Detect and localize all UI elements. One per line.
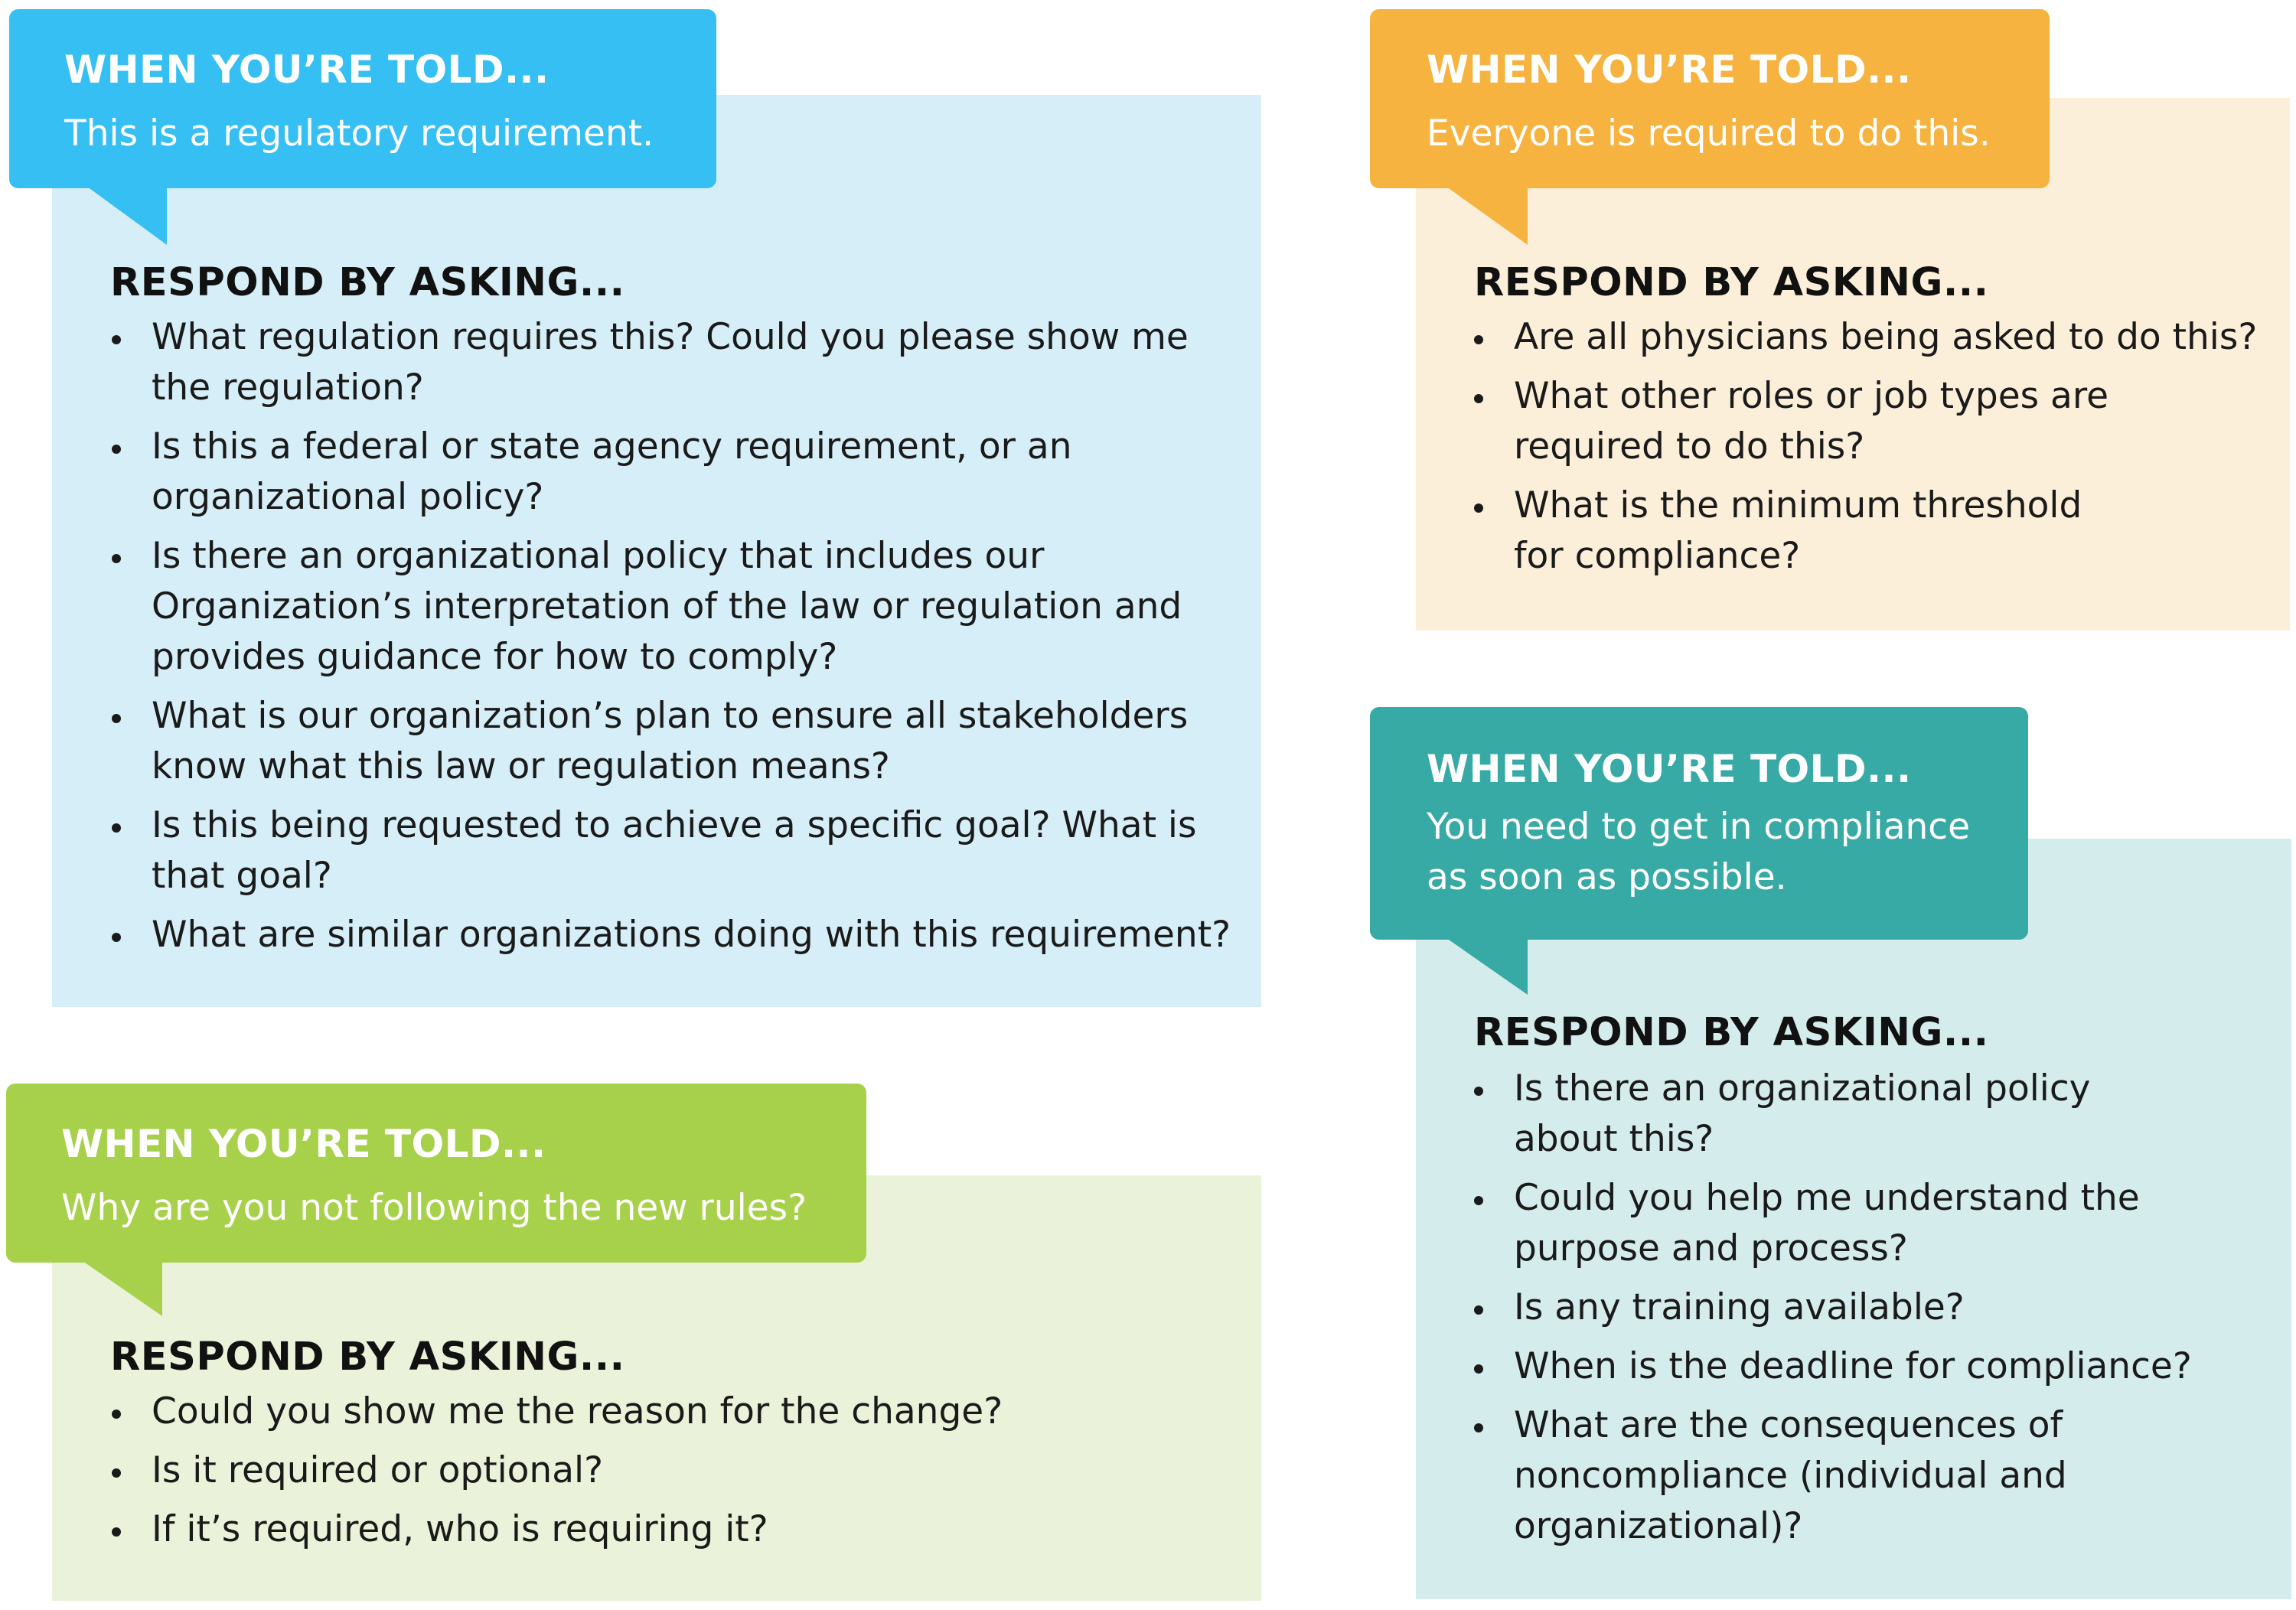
question-line: that goal? <box>152 855 332 897</box>
told-heading: WHEN YOU’RE TOLD... <box>1427 47 1912 92</box>
question-line: know what this law or regulation means? <box>152 745 890 787</box>
question-list <box>1471 1064 2192 1560</box>
question-line: What are similar organizations doing with this requirement? <box>152 914 1231 956</box>
question-item <box>1471 312 2257 363</box>
question-line: Could you show me the reason for the change? <box>152 1390 1003 1432</box>
question-line: Is any training available? <box>1514 1286 1965 1328</box>
question-line: Could you help me understand the <box>1514 1177 2140 1219</box>
told-heading: WHEN YOU’RE TOLD... <box>64 47 550 92</box>
told-statement <box>64 109 654 159</box>
question-line: for compliance? <box>1514 535 1801 577</box>
told-line: as soon as possible. <box>1427 856 1787 898</box>
told-bubble <box>9 9 716 188</box>
question-item <box>1471 1282 2192 1333</box>
question-item <box>1471 1064 2192 1165</box>
question-line: Is there an organizational policy <box>1514 1067 2091 1110</box>
question-item <box>109 1504 1003 1555</box>
bubble-tail <box>1446 187 1528 245</box>
bubble-tail <box>1446 938 1528 995</box>
question-line: If it’s required, who is requiring it? <box>152 1508 768 1550</box>
question-item <box>1471 1400 2192 1552</box>
question-line: What is our organization’s plan to ensure all stakeholders <box>152 695 1189 737</box>
told-bubble <box>1370 707 2028 940</box>
question-line: What are the consequences of <box>1514 1404 2063 1446</box>
question-list <box>1471 312 2257 590</box>
question-item <box>109 800 1231 901</box>
question-line: Is there an organizational policy that includes our <box>152 535 1045 577</box>
told-statement <box>61 1183 807 1234</box>
told-line: This is a regulatory requirement. <box>64 112 654 155</box>
question-list <box>109 1387 1003 1563</box>
question-line: What regulation requires this? Could you please show me <box>152 316 1189 358</box>
question-item <box>1471 371 2257 472</box>
question-item <box>1471 1173 2192 1274</box>
question-line: What other roles or job types are <box>1514 375 2109 417</box>
respond-heading: RESPOND BY ASKING... <box>1474 1010 1989 1055</box>
question-line: about this? <box>1514 1118 1714 1160</box>
told-line: Everyone is required to do this. <box>1427 112 1991 155</box>
told-bubble <box>1370 9 2050 188</box>
question-item <box>109 910 1231 960</box>
question-line: Organization’s interpretation of the law or regulation and <box>152 585 1182 627</box>
question-item <box>1471 481 2257 582</box>
told-heading: WHEN YOU’RE TOLD... <box>1427 747 1912 791</box>
question-line: Is it required or optional? <box>152 1449 604 1491</box>
question-list <box>109 312 1231 969</box>
bubble-tail <box>83 1261 162 1316</box>
question-item <box>109 312 1231 413</box>
question-line: purpose and process? <box>1514 1227 1908 1269</box>
respond-heading: RESPOND BY ASKING... <box>110 1335 625 1380</box>
question-line: the regulation? <box>152 367 424 409</box>
question-item <box>109 531 1231 683</box>
question-item <box>109 691 1231 792</box>
question-item <box>1471 1341 2192 1392</box>
told-statement <box>1427 109 1991 159</box>
question-line: organizational)? <box>1514 1505 1803 1547</box>
question-item <box>109 1387 1003 1437</box>
question-line: Is this a federal or state agency requirement, or an <box>152 425 1072 468</box>
question-line: organizational policy? <box>152 476 544 518</box>
respond-heading: RESPOND BY ASKING... <box>1474 260 1989 305</box>
question-item <box>109 1445 1003 1496</box>
question-line: When is the deadline for compliance? <box>1514 1345 2192 1387</box>
question-line: noncompliance (individual and <box>1514 1455 2067 1497</box>
question-line: required to do this? <box>1514 425 1865 468</box>
told-heading: WHEN YOU’RE TOLD... <box>61 1122 546 1166</box>
bubble-tail <box>87 187 167 245</box>
told-line: Why are you not following the new rules? <box>61 1187 807 1229</box>
question-line: What is the minimum threshold <box>1514 484 2082 526</box>
respond-heading: RESPOND BY ASKING... <box>110 260 625 305</box>
question-line: Is this being requested to achieve a specific goal? What is <box>152 804 1197 846</box>
told-bubble <box>6 1084 866 1263</box>
told-line: You need to get in compliance <box>1427 806 1971 848</box>
question-line: Are all physicians being asked to do this? <box>1514 316 2258 358</box>
question-line: provides guidance for how to comply? <box>152 636 838 678</box>
told-statement <box>1427 802 1970 903</box>
question-item <box>109 422 1231 523</box>
